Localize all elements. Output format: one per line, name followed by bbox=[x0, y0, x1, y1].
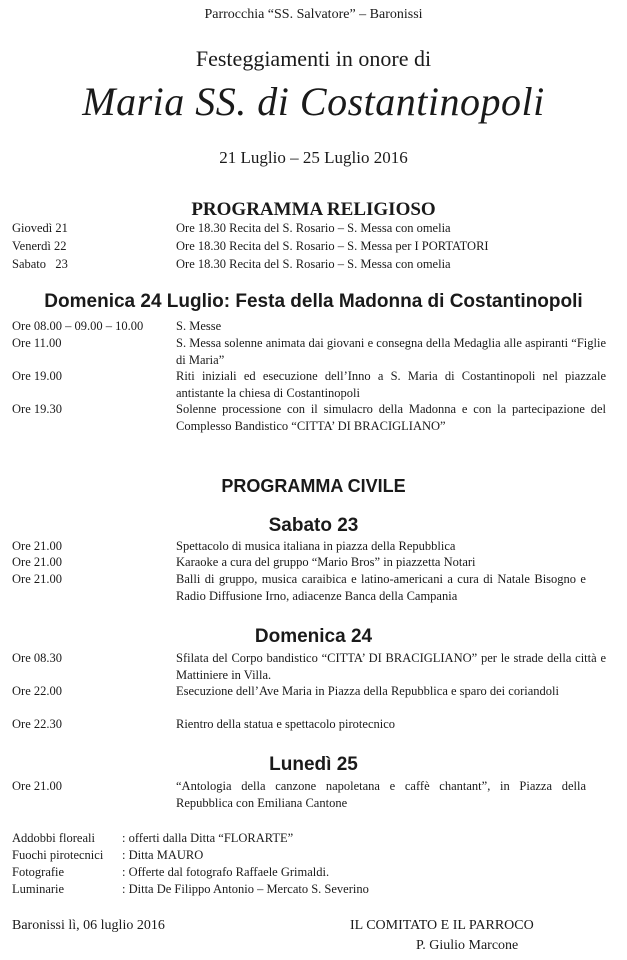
credit-text: : Ditta MAURO bbox=[122, 848, 204, 862]
feast-time: Ore 19.30 bbox=[12, 402, 62, 416]
event-time: Ore 22.00 bbox=[12, 684, 62, 698]
event-time: Ore 21.00 bbox=[12, 779, 62, 793]
religious-program-title: PROGRAMMA RELIGIOSO bbox=[191, 199, 436, 220]
festival-dates: 21 Luglio – 25 Luglio 2016 bbox=[219, 148, 408, 167]
madonna-title: Maria SS. di Costantinopoli bbox=[82, 79, 545, 124]
saturday-title: Sabato 23 bbox=[268, 515, 359, 536]
parish-name: Parrocchia “SS. Salvatore” – Baronissi bbox=[204, 7, 423, 22]
feast-text: S. Messa solenne animata dai giovani e consegna della Medaglia alle aspiranti “Figlie di Maria” bbox=[176, 336, 606, 367]
credit-label: Fuochi pirotecnici bbox=[12, 848, 104, 862]
event-time: Ore 08.30 bbox=[12, 651, 62, 665]
feast-text: S. Messe bbox=[176, 319, 222, 333]
festivities-heading: Festeggiamenti in onore di bbox=[195, 46, 432, 71]
credit-text: : Ditta De Filippo Antonio – Mercato S. Severino bbox=[122, 882, 369, 896]
credit-text: : offerti dalla Ditta “FLORARTE” bbox=[122, 831, 294, 845]
credit-label: Luminarie bbox=[12, 882, 65, 896]
religious-day: Giovedì 21 bbox=[12, 221, 68, 235]
event-time: Ore 21.00 bbox=[12, 555, 62, 569]
credit-label: Addobbi floreali bbox=[12, 831, 95, 845]
religious-text: Ore 18.30 Recita del S. Rosario – S. Messa per I PORTATORI bbox=[176, 239, 489, 253]
monday-title: Lunedì 25 bbox=[269, 754, 358, 775]
feast-text: Riti iniziali ed esecuzione dell’Inno a S. Maria di Costantinopoli nel piazzale antistante la chiesa di Costantinopoli bbox=[176, 369, 606, 400]
religious-day: Venerdì 22 bbox=[12, 239, 67, 253]
feast-time: Ore 19.00 bbox=[12, 369, 62, 383]
event-text: Esecuzione dell’Ave Maria in Piazza della Repubblica e sparo dei coriandoli bbox=[176, 684, 559, 698]
priest-name: P. Giulio Marcone bbox=[416, 938, 519, 953]
sunday-title: Domenica 24 bbox=[254, 626, 373, 647]
feast-time: Ore 11.00 bbox=[12, 336, 62, 350]
event-text: Sfilata del Corpo bandistico “CITTA’ DI BRACIGLIANO” per le strade della città e Mattiniere in Villa. bbox=[176, 651, 606, 682]
religious-text: Ore 18.30 Recita del S. Rosario – S. Messa con omelia bbox=[176, 221, 451, 235]
place-date: Baronissi lì, 06 luglio 2016 bbox=[12, 918, 165, 933]
event-text: Rientro della statua e spettacolo pirotecnico bbox=[176, 717, 396, 731]
religious-day: Sabato 23 bbox=[12, 257, 68, 271]
religious-text: Ore 18.30 Recita del S. Rosario – S. Messa con omelia bbox=[176, 257, 451, 271]
committee-signature: IL COMITATO E IL PARROCO bbox=[350, 918, 534, 933]
event-text: Balli di gruppo, musica caraibica e latino-americani a cura di Natale Bisogno e Radio Diffusione Irno, adiacenze Banca della Campania bbox=[176, 572, 586, 603]
sunday-feast-title: Domenica 24 Luglio: Festa della Madonna di Costantinopoli bbox=[44, 291, 583, 312]
credit-text: : Offerte dal fotografo Raffaele Grimaldi. bbox=[122, 865, 330, 879]
event-text: “Antologia della canzone napoletana e caffè chantant”, in Piazza della Repubblica con Emiliana Cantone bbox=[176, 779, 586, 810]
feast-time: Ore 08.00 – 09.00 – 10.00 bbox=[12, 319, 144, 333]
feast-text: Solenne processione con il simulacro della Madonna e con la partecipazione del Complesso Bandistico “CITTA’ DI BRACIGLIANO” bbox=[176, 402, 606, 433]
event-text: Spettacolo di musica italiana in piazza della Repubblica bbox=[176, 539, 456, 553]
credit-label: Fotografie bbox=[12, 865, 65, 879]
event-text: Karaoke a cura del gruppo “Mario Bros” in piazzetta Notari bbox=[176, 555, 476, 569]
civil-program-title: PROGRAMMA CIVILE bbox=[221, 476, 406, 496]
event-time: Ore 21.00 bbox=[12, 572, 62, 586]
event-time: Ore 22.30 bbox=[12, 717, 62, 731]
event-time: Ore 21.00 bbox=[12, 539, 62, 553]
